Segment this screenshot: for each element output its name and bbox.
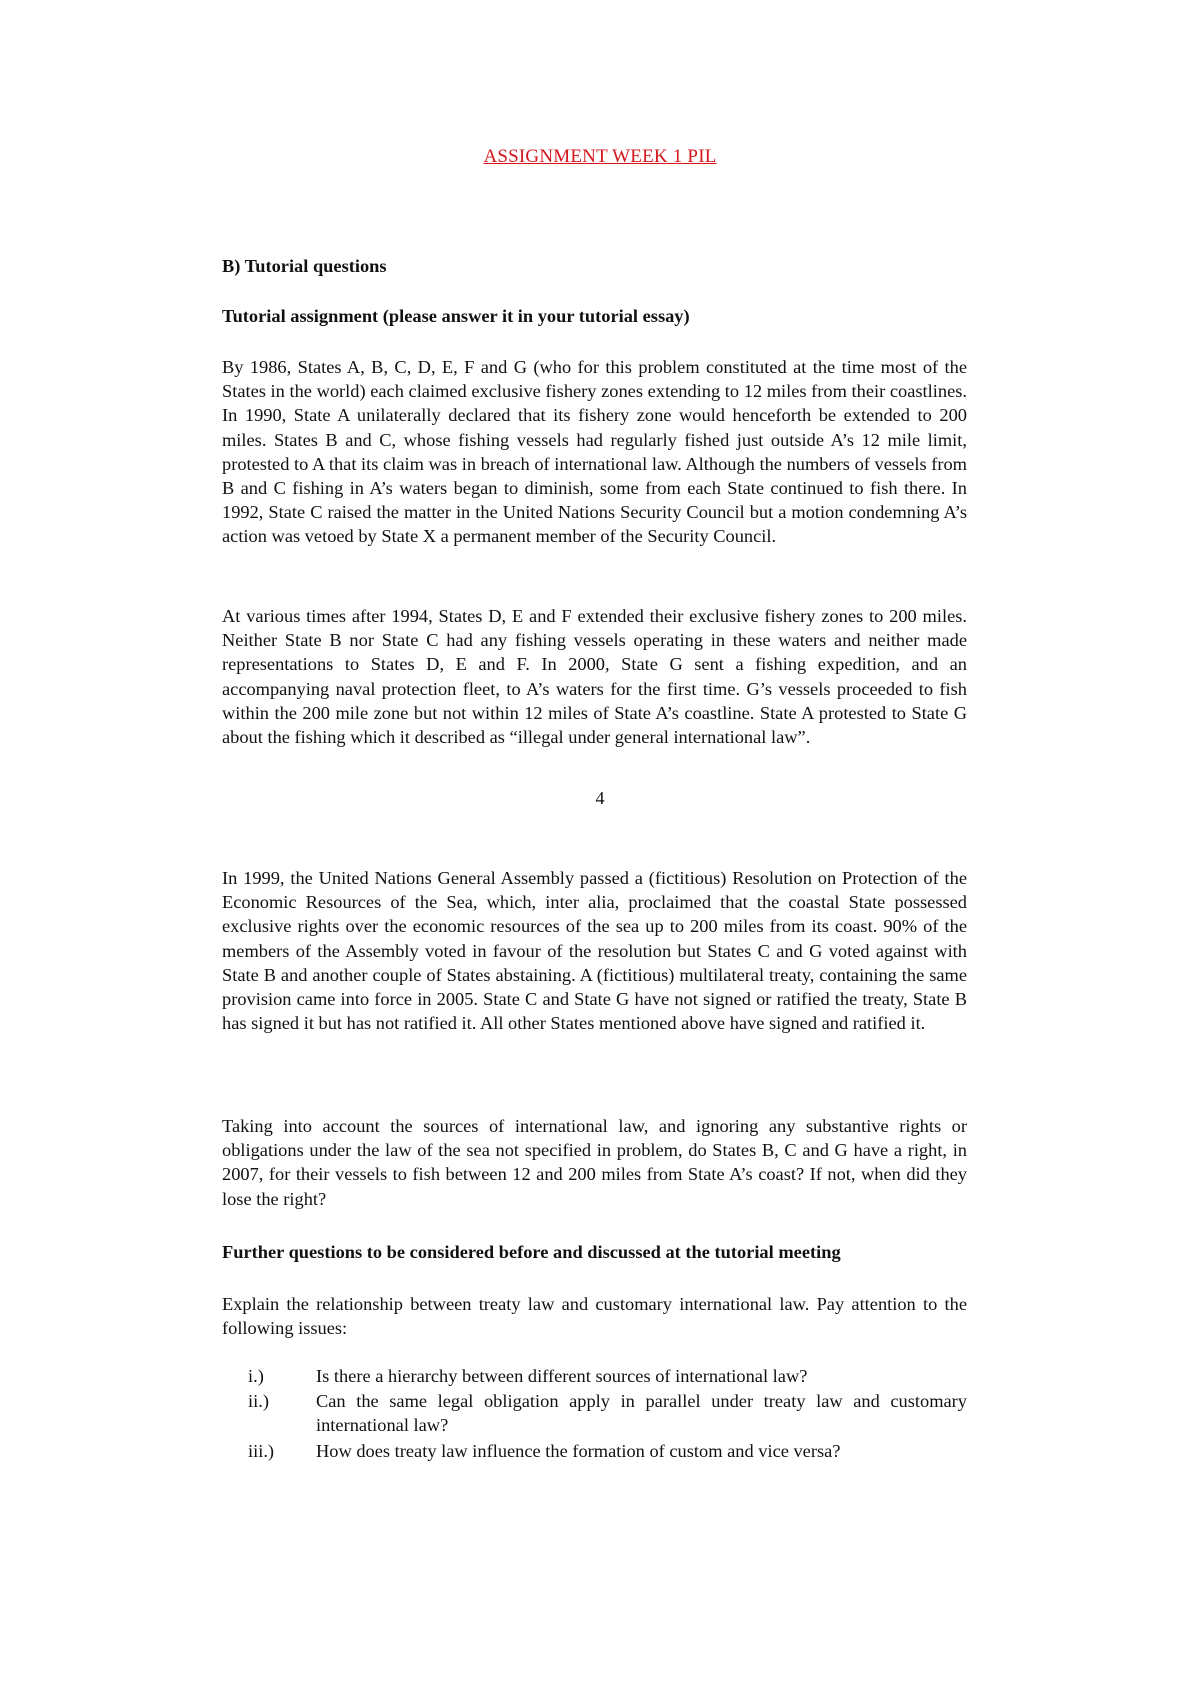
paragraph-3 (222, 866, 967, 1035)
paragraph-4-text: Taking into account the sources of international law, and ignoring any substantive rights or obligations under the law of the sea not specified in problem, do States B, C and G have a right, in 2007, for their vessels to fish between 12 and 200 miles from State A’s coast? If not, when did they lose the right? (222, 1116, 967, 1209)
list-item (248, 1439, 967, 1463)
paragraph-1-text: By 1986, States A, B, C, D, E, F and G (who for this problem constituted at the time most of the States in the world) each claimed exclusive fishery zones extending to 12 miles from their coastlines. In 1990, State A unilaterally declared that its fishery zone would henceforth be extended to 200 miles. States B and C, whose fishing vessels had regularly fished just outside A’s 12 mile limit, protested to A that its claim was in breach of international law. Although the numbers of vessels from B and C fishing in A’s waters began to diminish, some from each State continued to fish there. In 1992, State C raised the matter in the United Nations Security Council but a motion condemning A’s action was vetoed by State X a permanent member of the Security Council. (222, 357, 967, 547)
assignment-heading: Tutorial assignment (please answer it in your tutorial essay) (222, 306, 690, 326)
list-item-text: How does treaty law influence the formation of custom and vice versa? (316, 1440, 841, 1461)
paragraph-2-text: At various times after 1994, States D, E and F extended their exclusive fishery zones to 200 miles. Neither State B nor State C had any fishing vessels operating in these waters and neither made representations to States D, E and F. In 2000, State G sent a fishing expedition, and an accompanying naval protection fleet, to A’s waters for the first time. G’s vessels proceeded to fish within the 200 mile zone but not within 12 miles of State A’s coastline. State A protested to State G about the fishing which it described as “illegal under general international law”. (222, 606, 967, 748)
list-item (248, 1364, 967, 1388)
page-number: 4 (595, 788, 605, 808)
paragraph-3-text: In 1999, the United Nations General Assembly passed a (fictitious) Resolution on Protection of the Economic Resources of the Sea, which, inter alia, proclaimed that the coastal State possessed exclusive rights over the economic resources of the sea up to 200 miles from its coast. 90% of the members of the Assembly voted in favour of the resolution but States C and G voted against with State B and another couple of States abstaining. A (fictitious) multilateral treaty, containing the same provision came into force in 2005. State C and State G have not signed or ratified the treaty, State B has signed it but has not ratified it. All other States mentioned above have signed and ratified it. (222, 868, 967, 1034)
paragraph-5-text: Explain the relationship between treaty law and customary international law. Pay attention to the following issues: (222, 1294, 967, 1339)
list-item-number: ii.) (248, 1391, 269, 1412)
paragraph-2 (222, 604, 967, 749)
paragraph-1 (222, 355, 967, 549)
paragraph-5 (222, 1292, 967, 1340)
list-item-number: i.) (248, 1366, 264, 1386)
document-title: ASSIGNMENT WEEK 1 PIL (483, 146, 717, 167)
section-heading: B) Tutorial questions (222, 256, 387, 276)
question-list (248, 1364, 967, 1464)
paragraph-4 (222, 1114, 967, 1211)
list-item-text: Is there a hierarchy between different sources of international law? (316, 1366, 808, 1386)
list-item (248, 1389, 967, 1437)
further-questions-heading: Further questions to be considered before and discussed at the tutorial meeting (222, 1242, 841, 1262)
list-item-number: iii.) (248, 1440, 275, 1461)
list-item-text: Can the same legal obligation apply in parallel under treaty law and customary international law? (316, 1391, 967, 1436)
